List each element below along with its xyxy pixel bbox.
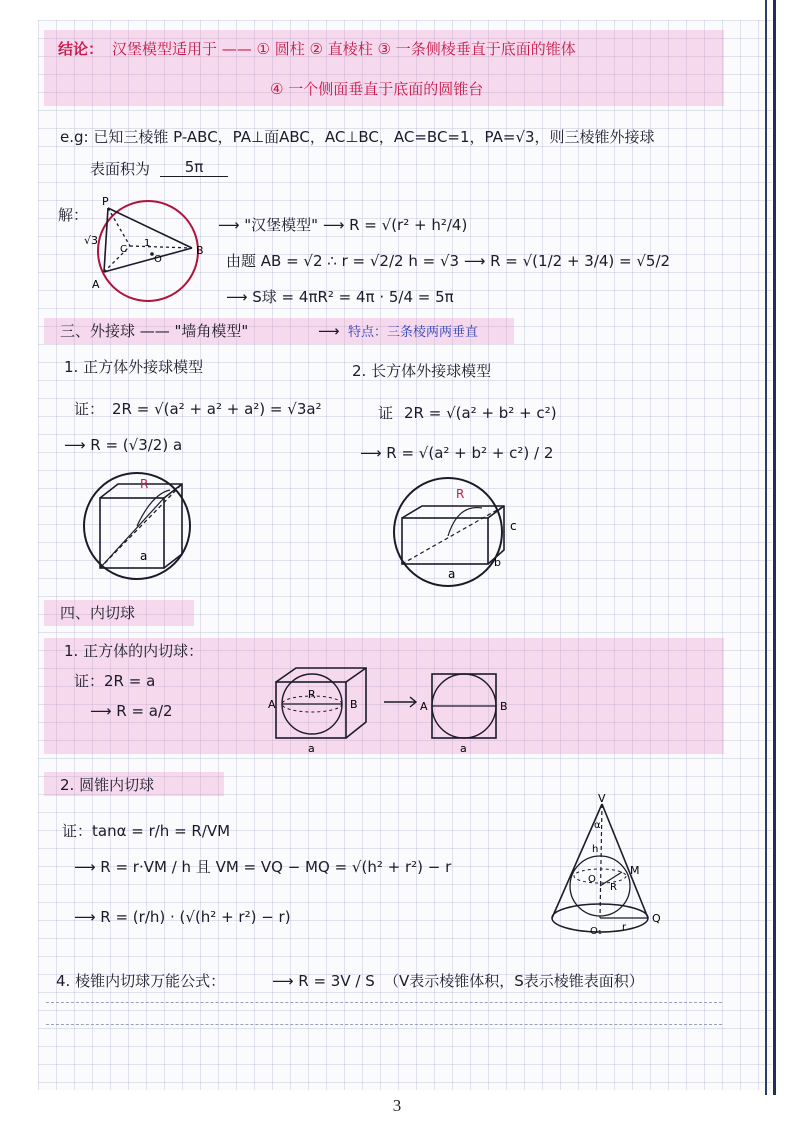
cone-proof-line2: ⟶ R = r·VM / h 且 VM = VQ − MQ = √(h² + r²) − r [74,858,452,876]
cone-label-alpha: α [594,820,601,831]
summary-text: 汉堡模型适用于 —— ① 圆柱 ② 直棱柱 ③ 一条侧棱垂直于底面的锥体 [112,40,576,58]
inscribed-label-a2: A [420,700,428,713]
pyramid-inscribed-note: （V表示棱锥体积，S表示棱锥表面积） [384,972,644,990]
cuboid-label-r: R [456,487,465,501]
example-step1: ⟶ "汉堡模型" ⟶ R = √(r² + h²/4) [218,216,468,234]
pyramid-inscribed-title: 4. 棱锥内切球万能公式： [56,972,226,990]
cuboid-result: ⟶ R = √(a² + b² + c²) / 2 [360,444,554,462]
cuboid-label-b: b [494,556,501,569]
cuboid-label-c: c [510,519,517,533]
cuboid-circumscribed-title: 2. 长方体外接球模型 [352,362,492,380]
label-c: C [120,244,127,255]
cube-label-r: R [140,477,149,491]
label-b: B [196,244,204,257]
cone-inscribed-title: 2. 圆锥内切球 [60,776,155,794]
summary-prefix: 结论： [58,40,104,58]
inscribed-label-r: R [308,688,316,701]
cone-inscribed-figure [540,794,670,944]
cube-inscribed-figures [266,660,516,756]
label-p: P [102,196,109,208]
cone-label-o: O [588,874,596,885]
pyramid-in-sphere-figure [82,196,214,308]
summary-line2: ④ 一个侧面垂直于底面的圆锥台 [270,80,484,98]
cube-result: ⟶ R = (√3/2) a [64,436,183,454]
cube-inscribed-result: ⟶ R = a/2 [90,702,173,720]
section4-title: 四、内切球 [60,604,136,622]
cuboid-proof: 2R = √(a² + b² + c²) [404,404,557,422]
example-question: e.g: 已知三棱锥 P-ABC，PA⊥面ABC，AC⊥BC，AC=BC=1，PA=√3，则三棱锥外接球 [60,128,655,146]
cone-label-r: R [610,882,617,893]
solution-label: 解： [58,206,89,224]
binding-edge-outer [773,0,776,1095]
label-one: 1 [144,238,151,249]
cube-inscribed-proof: 2R = a [104,672,156,690]
example-answer: 5π [160,158,228,177]
cone-label-m: M [630,864,640,877]
inscribed-label-side1: a [308,742,315,755]
page-number: 3 [392,1096,402,1115]
section3-note: 特点：三条棱两两垂直 [348,325,479,340]
example-step3: ⟶ S球 = 4πR² = 4π · 5/4 = 5π [226,288,454,306]
cube-proof-label: 证： [74,400,105,418]
binding-edge [765,0,767,1095]
cone-label-q: Q [652,912,661,925]
inscribed-label-b1: B [350,698,358,711]
cube-inscribed-title: 1. 正方体的内切球： [64,642,204,660]
cone-proof-line3: ⟶ R = (r/h) · (√(h² + r²) − r) [74,908,291,926]
inscribed-label-b2: B [500,700,508,713]
section3-title: 三、外接球 —— "墙角模型" [60,322,249,340]
cone-label-h: h [592,844,599,855]
label-o: O [154,254,162,265]
cuboid-in-sphere-figure [392,474,526,590]
pyramid-inscribed-formula: ⟶ R = 3V / S [272,972,375,990]
inscribed-label-side2: a [460,742,467,755]
cube-circumscribed-title: 1. 正方体外接球模型 [64,358,204,376]
cone-proof-line1: tanα = r/h = R/VM [92,822,231,840]
inscribed-label-a1: A [268,698,276,711]
cube-proof: 2R = √(a² + a² + a²) = √3a² [112,400,322,418]
label-a: A [92,278,100,291]
cone-proof-label: 证： [62,822,93,840]
cuboid-proof-label: 证 [378,404,394,422]
section3-arrow: ⟶ [318,322,340,340]
example-question-cont: 表面积为 [90,160,151,178]
cone-label-o1: O₁ [590,926,602,937]
divider-line [46,1002,722,1003]
cube-label-a: a [140,549,148,563]
cube-in-sphere-figure [82,468,194,586]
cone-label-v: V [598,794,606,805]
cube-inscribed-proof-label: 证： [74,672,105,690]
example-step2: 由题 AB = √2 ∴ r = √2/2 h = √3 ⟶ R = √(1/2 + 3/4) = √5/2 [226,252,671,270]
label-pa: √3 [84,234,99,247]
cone-label-small-r: r [622,922,627,933]
divider-line [46,1024,722,1025]
cuboid-label-a: a [448,567,456,581]
